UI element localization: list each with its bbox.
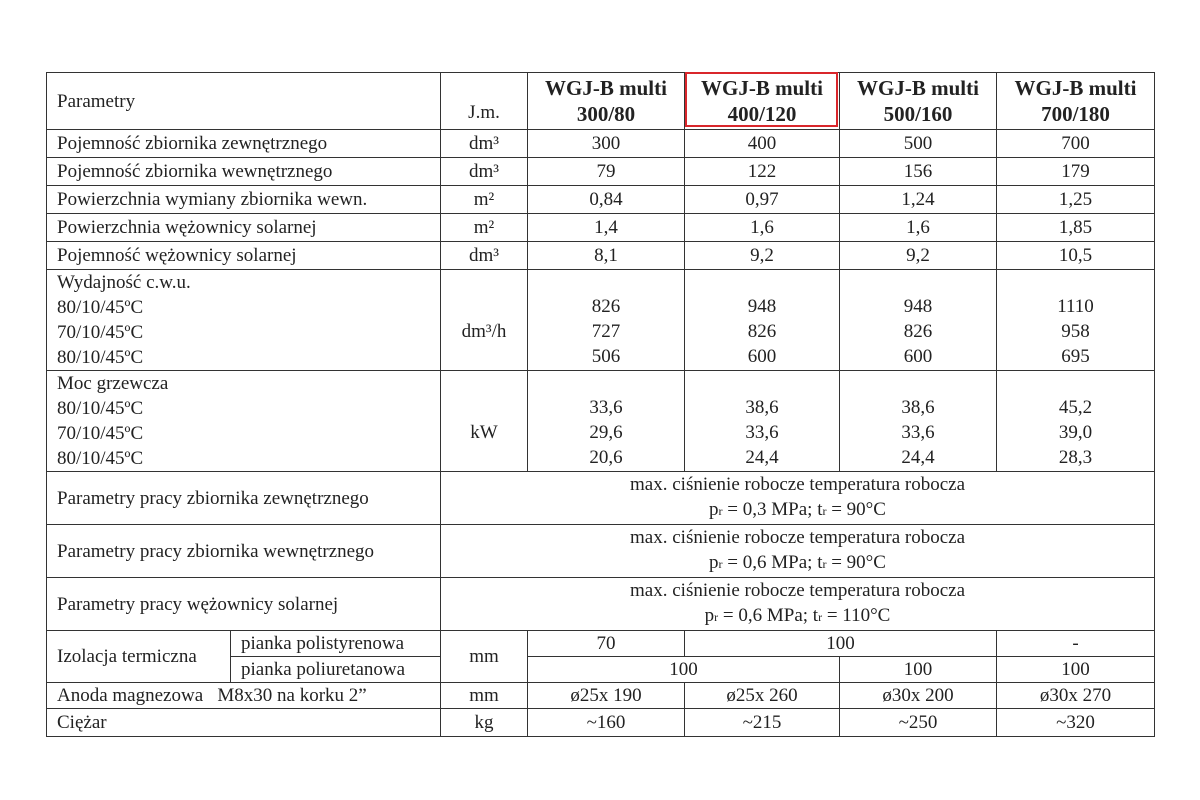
izolacja-row: [47, 631, 1155, 657]
header-row: [47, 73, 1155, 130]
table-row: [47, 186, 1155, 214]
row-label: Pojemność wężownicy solarnej: [47, 242, 441, 270]
row-label: Powierzchnia wymiany zbiornika wewn.: [47, 186, 441, 214]
table-row: [47, 242, 1155, 270]
cell-value: ~250: [840, 709, 997, 737]
cell-value: 100: [528, 657, 840, 683]
cell-value: 1,25: [997, 186, 1155, 214]
cell-value: 400: [685, 130, 840, 158]
cell-value: 79: [528, 158, 685, 186]
cell-values: 1110 958 695: [997, 270, 1155, 371]
row-unit: dm³: [441, 242, 528, 270]
cell-value: ~215: [685, 709, 840, 737]
ciezar-unit: kg: [441, 709, 528, 737]
cell-value: 9,2: [685, 242, 840, 270]
row-label: Powierzchnia wężownicy solarnej: [47, 214, 441, 242]
row-unit: dm³: [441, 158, 528, 186]
spec-table: [46, 72, 1155, 737]
cell-values: 38,6 33,6 24,4: [685, 371, 840, 472]
ciezar-row: [47, 709, 1155, 737]
cell-value: 500: [840, 130, 997, 158]
row-unit: m²: [441, 186, 528, 214]
cell-value: 1,6: [685, 214, 840, 242]
table-row: [47, 214, 1155, 242]
cell-value: ø25x 190: [528, 683, 685, 709]
moc-unit: kW: [441, 371, 528, 472]
work-label: Parametry pracy wężownicy solarnej: [47, 578, 441, 631]
cell-value: 100: [997, 657, 1155, 683]
cell-value: 1,85: [997, 214, 1155, 242]
header-model: WGJ-B multi 500/160: [840, 73, 997, 130]
work-row: [47, 578, 1155, 631]
cell-value: 1,4: [528, 214, 685, 242]
cell-value: 8,1: [528, 242, 685, 270]
work-row: [47, 472, 1155, 525]
cell-values: 45,2 39,0 28,3: [997, 371, 1155, 472]
moc-row: [47, 371, 1155, 472]
cell-value: 100: [840, 657, 997, 683]
cell-values: 33,6 29,6 20,6: [528, 371, 685, 472]
row-unit: dm³: [441, 130, 528, 158]
moc-label: Moc grzewcza 80/10/45ºC 70/10/45ºC 80/10/45ºC: [47, 371, 441, 472]
header-model-highlighted: WGJ-B multi 400/120: [685, 73, 840, 130]
row-label: Pojemność zbiornika zewnętrznego: [47, 130, 441, 158]
cell-value: 700: [997, 130, 1155, 158]
cell-values: 826 727 506: [528, 270, 685, 371]
cell-value: -: [997, 631, 1155, 657]
header-model: WGJ-B multi 300/80: [528, 73, 685, 130]
cell-value: ø30x 270: [997, 683, 1155, 709]
cell-value: ~160: [528, 709, 685, 737]
cell-value: ~320: [997, 709, 1155, 737]
izolacja-sub-label: pianka polistyrenowa: [231, 631, 441, 657]
cell-value: 179: [997, 158, 1155, 186]
work-spec: max. ciśnienie robocze temperatura robocza pr = 0,3 MPa; tr = 90°C: [441, 472, 1155, 525]
table-row: [47, 158, 1155, 186]
cell-value: 100: [685, 631, 997, 657]
izolacja-unit: mm: [441, 631, 528, 683]
header-param: Parametry: [47, 73, 441, 130]
cell-value: ø25x 260: [685, 683, 840, 709]
cell-value: 156: [840, 158, 997, 186]
work-label: Parametry pracy zbiornika wewnętrznego: [47, 525, 441, 578]
wydajnosc-label: Wydajność c.w.u. 80/10/45ºC 70/10/45ºC 80/10/45ºC: [47, 270, 441, 371]
cell-value: 300: [528, 130, 685, 158]
cell-value: 10,5: [997, 242, 1155, 270]
header-model: WGJ-B multi 700/180: [997, 73, 1155, 130]
wydajnosc-unit: dm³/h: [441, 270, 528, 371]
row-unit: m²: [441, 214, 528, 242]
work-row: [47, 525, 1155, 578]
table-row: [47, 130, 1155, 158]
anoda-label: Anoda magnezowa M8x30 na korku 2”: [47, 683, 441, 709]
izolacja-label: Izolacja termiczna: [47, 631, 231, 683]
cell-value: 1,6: [840, 214, 997, 242]
cell-value: 9,2: [840, 242, 997, 270]
work-label: Parametry pracy zbiornika zewnętrznego: [47, 472, 441, 525]
anoda-unit: mm: [441, 683, 528, 709]
cell-values: 38,6 33,6 24,4: [840, 371, 997, 472]
anoda-row: [47, 683, 1155, 709]
cell-value: 70: [528, 631, 685, 657]
cell-value: 0,97: [685, 186, 840, 214]
wydajnosc-row: [47, 270, 1155, 371]
cell-value: ø30x 200: [840, 683, 997, 709]
cell-values: 948 826 600: [840, 270, 997, 371]
work-spec: max. ciśnienie robocze temperatura robocza pr = 0,6 MPa; tr = 90°C: [441, 525, 1155, 578]
izolacja-sub-label: pianka poliuretanowa: [231, 657, 441, 683]
cell-value: 122: [685, 158, 840, 186]
row-label: Pojemność zbiornika wewnętrznego: [47, 158, 441, 186]
cell-values: 948 826 600: [685, 270, 840, 371]
header-unit: J.m.: [441, 73, 528, 130]
work-spec: max. ciśnienie robocze temperatura robocza pr = 0,6 MPa; tr = 110°C: [441, 578, 1155, 631]
cell-value: 0,84: [528, 186, 685, 214]
ciezar-label: Ciężar: [47, 709, 441, 737]
cell-value: 1,24: [840, 186, 997, 214]
